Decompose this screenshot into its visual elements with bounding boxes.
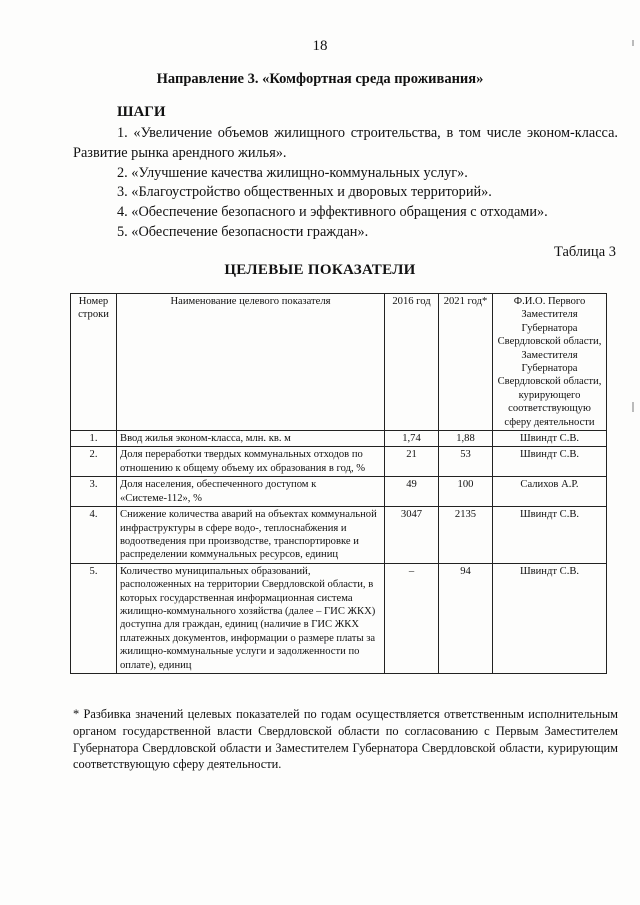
table-row <box>71 507 607 564</box>
header-year-2021: 2021 год* <box>439 294 493 431</box>
cell-value-2021: 53 <box>439 447 493 477</box>
cell-value-2016: – <box>385 563 439 673</box>
page-number: 18 <box>312 38 328 54</box>
cell-value-2016: 1,74 <box>385 431 439 447</box>
table-row <box>71 563 607 673</box>
cell-row-number: 5. <box>71 563 117 673</box>
cell-responsible: Швиндт С.В. <box>493 563 607 673</box>
step-item: 5. «Обеспечение безопасности граждан». <box>117 223 369 240</box>
cell-responsible: Швиндт С.В. <box>493 447 607 477</box>
targets-table <box>70 293 607 674</box>
cell-row-number: 4. <box>71 507 117 564</box>
steps-list <box>73 124 618 243</box>
cell-responsible: Салихов А.Р. <box>493 477 607 507</box>
cell-indicator-name: Ввод жилья эконом-класса, млн. кв. м <box>117 431 385 447</box>
scan-artifact-mark <box>632 402 634 412</box>
table-row <box>71 447 607 477</box>
step-item: 3. «Благоустройство общественных и дворовых территорий». <box>117 184 492 201</box>
cell-indicator-name: Снижение количества аварий на объектах коммунальной инфраструктуры в сфере водо-, теплоснабжения и водоотведения при производстве, транспортировке и распределении коммунальных ресурсов, единиц <box>117 507 385 564</box>
table-title: ЦЕЛЕВЫЕ ПОКАЗАТЕЛИ <box>224 262 416 278</box>
section-heading: Направление 3. «Комфортная среда проживания» <box>156 71 484 87</box>
cell-row-number: 1. <box>71 431 117 447</box>
table-label: Таблица 3 <box>553 244 616 260</box>
cell-value-2021: 94 <box>439 563 493 673</box>
cell-value-2016: 21 <box>385 447 439 477</box>
header-indicator-name: Наименование целевого показателя <box>117 294 385 431</box>
cell-responsible: Швиндт С.В. <box>493 431 607 447</box>
header-responsible: Ф.И.О. Первого Заместителя Губернатора Свердловской области, Заместителя Губернатора Свердловской области, курирующего соответствующую сферу деятельности <box>493 294 607 431</box>
step-item: 1. «Увеличение объемов жилищного строительства, в том числе эконом-класса. Развитие рынка арендного жилья». <box>73 125 618 161</box>
header-row-number: Номер строки <box>71 294 117 431</box>
cell-indicator-name: Количество муниципальных образований, расположенных на территории Свердловской области, в которых государственная информационная система жилищно-коммунального хозяйства (далее – ГИС ЖКХ) доступна для граждан, единиц (наличие в ГИС ЖКХ платежных документов, информации о размере платы за жилищно-коммунальные услуги и задолженности по оплате), единиц <box>117 563 385 673</box>
cell-value-2021: 1,88 <box>439 431 493 447</box>
cell-value-2016: 3047 <box>385 507 439 564</box>
scan-artifact-mark <box>632 40 634 46</box>
table-row <box>71 477 607 507</box>
step-item: 4. «Обеспечение безопасного и эффективного обращения с отходами». <box>117 204 548 221</box>
footnote: * Разбивка значений целевых показателей по годам осуществляется ответственным исполнительным органом государственной власти Свердловской области по согласованию с Первым Заместителем Губернатора Свердловской области и Заместителем Губернатора Свердловской области, курирующим соответствующую сферу деятельности. <box>73 707 618 772</box>
cell-responsible: Швиндт С.В. <box>493 507 607 564</box>
cell-value-2016: 49 <box>385 477 439 507</box>
table-header-row <box>71 294 607 431</box>
steps-title: ШАГИ <box>117 104 166 120</box>
step-item: 2. «Улучшение качества жилищно-коммунальных услуг». <box>117 164 468 181</box>
cell-row-number: 2. <box>71 447 117 477</box>
header-year-2016: 2016 год <box>385 294 439 431</box>
cell-row-number: 3. <box>71 477 117 507</box>
cell-indicator-name: Доля населения, обеспеченного доступом к «Системе-112», % <box>117 477 385 507</box>
cell-value-2021: 100 <box>439 477 493 507</box>
table-row <box>71 431 607 447</box>
cell-value-2021: 2135 <box>439 507 493 564</box>
cell-indicator-name: Доля переработки твердых коммунальных отходов по отношению к общему объему их образования в год, % <box>117 447 385 477</box>
